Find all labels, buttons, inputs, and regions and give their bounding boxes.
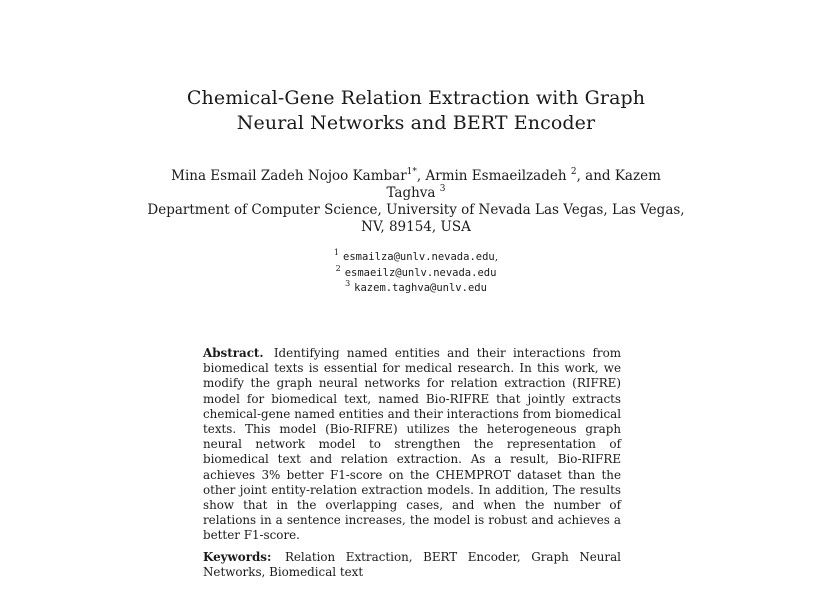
email-suffix: ,: [494, 251, 499, 263]
author-name: , Armin Esmaeilzadeh: [416, 168, 571, 184]
email-address[interactable]: kazem.taghva@unlv.edu: [354, 282, 487, 294]
email-address[interactable]: esmailza@unlv.nevada.edu: [343, 251, 495, 263]
title-line-1: Chemical-Gene Relation Extraction with Graph: [186, 87, 646, 109]
email-footnote-mark: 1: [333, 248, 340, 257]
keywords-text: Relation Extraction, BERT Encoder, Graph Neural Networks, Biomedical text: [203, 550, 621, 580]
email-address[interactable]: esmaeilz@unlv.nevada.edu: [344, 266, 497, 279]
affiliation-line-2: NV, 89154, USA: [361, 219, 471, 235]
author-footnote-mark: 1*: [406, 167, 417, 177]
email-line: [0, 263, 832, 282]
email-line: [0, 281, 832, 297]
author-block: [0, 168, 832, 236]
author-footnote-mark: 2: [570, 167, 577, 177]
affiliation-line-1: Department of Computer Science, University of Nevada Las Vegas, Las Vegas,: [147, 202, 685, 218]
email-footnote-mark: 3: [345, 279, 351, 288]
keywords-paragraph: [203, 550, 621, 580]
keywords-label: Keywords:: [203, 550, 272, 564]
author-name: Mina Esmail Zadeh Nojoo Kambar: [171, 168, 407, 184]
email-list: [0, 250, 832, 297]
author-name: Taghva: [386, 185, 440, 201]
paper-title: [0, 86, 832, 136]
abstract-paragraph: [203, 346, 621, 544]
email-footnote-mark: 2: [335, 263, 341, 273]
email-line: [0, 250, 832, 266]
author-footnote-mark: 3: [439, 184, 446, 194]
title-line-2: Neural Networks and BERT Encoder: [236, 112, 596, 134]
authors-line-1: [0, 168, 832, 185]
author-name: , and Kazem: [576, 168, 661, 184]
abstract-label: Abstract.: [203, 346, 264, 360]
abstract-text: Identifying named entities and their interactions from biomedical texts is essential for medical research. In this work, we modify the graph neural networks for relation extraction (RIFRE) model for biomedical text, named Bio-RIFRE that jointly extracts chemical-gene named entities and their interactions from biomedical texts. This model (Bio-RIFRE) utilizes the heterogeneous graph neural network model to strengthen the representation of biomedical text and relation extraction. As a result, Bio-RIFRE achieves 3% better F1-score on the CHEMPROT dataset than the other joint entity-relation extraction models. In addition, The results show that in the overlapping cases, and when the number of relations in a sentence increases, the model is robust and achieves a better F1-score.: [203, 346, 622, 543]
authors-line-2: [0, 185, 832, 202]
